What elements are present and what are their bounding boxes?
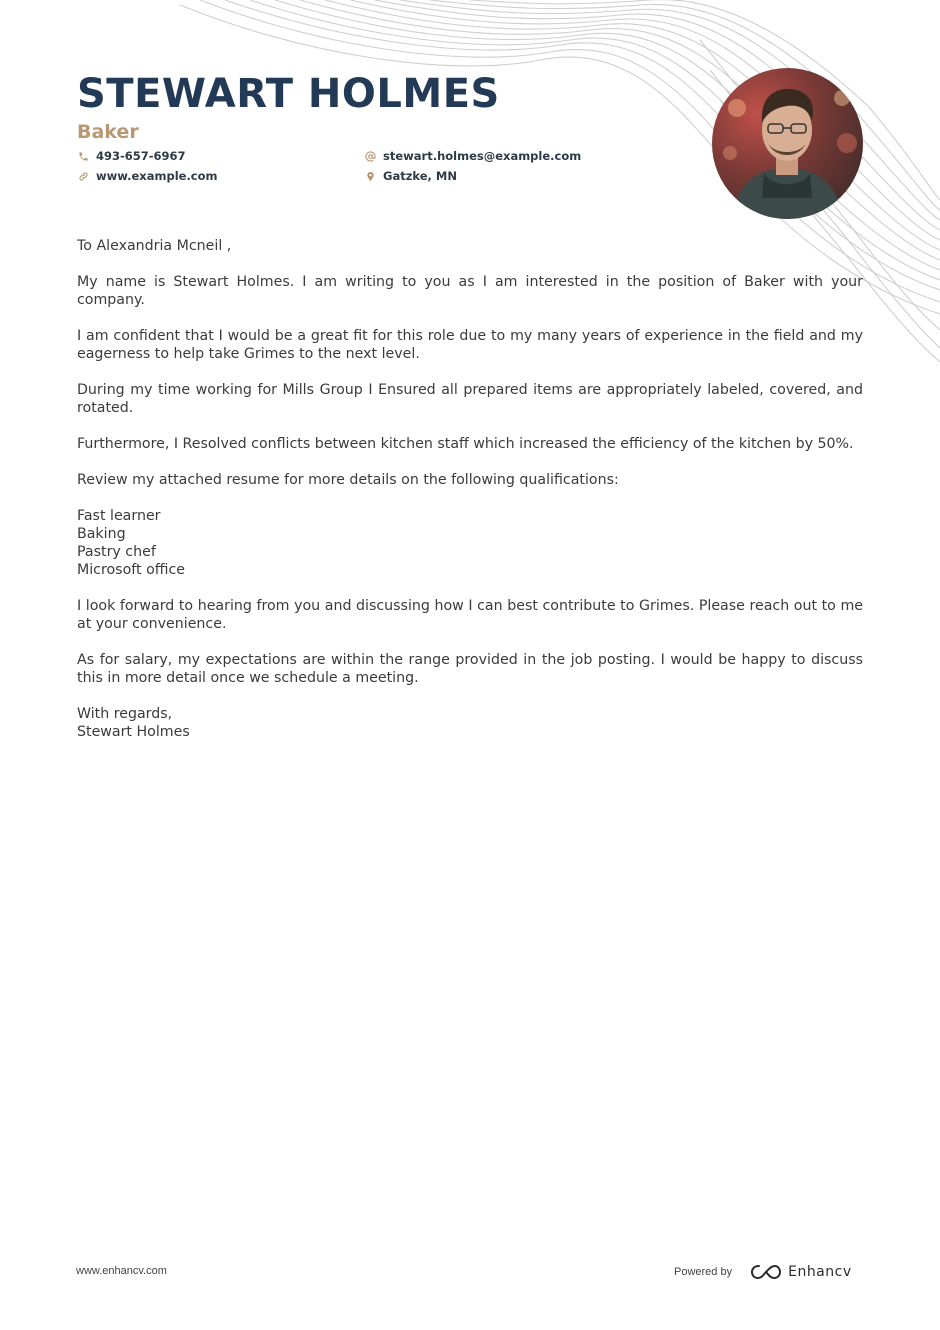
paragraph-fit: I am confident that I would be a great fit for this role due to my many years of experience in the field and my eagerness to help take Grimes to the next level. [77, 328, 863, 362]
phone-text: 493-657-6967 [96, 149, 186, 163]
job-title: Baker [77, 121, 139, 143]
cover-letter-body [77, 237, 863, 741]
website-text: www.example.com [96, 169, 218, 183]
signoff: With regards, [77, 706, 173, 722]
list-item: Baking [77, 526, 126, 542]
paragraph-achievement: Furthermore, I Resolved conflicts between kitchen staff which increased the efficiency of the kitchen by 50%. [77, 436, 854, 452]
location-text: Gatzke, MN [383, 169, 457, 183]
at-icon [364, 150, 376, 162]
contact-website[interactable] [77, 167, 218, 185]
paragraph-intro: My name is Stewart Holmes. I am writing to you as I am interested in the position of Baker with your company. [77, 274, 863, 308]
list-item: Fast learner [77, 508, 161, 524]
footer-branding[interactable] [674, 1260, 852, 1284]
qualifications-list [77, 507, 863, 579]
list-item: Pastry chef [77, 544, 156, 560]
paragraph-closing: I look forward to hearing from you and discussing how I can best contribute to Grimes. Please reach out to me at your convenience. [77, 598, 863, 632]
powered-by-label: Powered by [674, 1266, 733, 1278]
contact-info [77, 147, 637, 191]
phone-icon [77, 150, 89, 162]
paragraph-experience: During my time working for Mills Group I Ensured all prepared items are appropriately labeled, covered, and rotated. [77, 382, 863, 416]
footer-site-link[interactable]: www.enhancv.com [76, 1265, 167, 1277]
link-icon [77, 170, 89, 182]
email-text: stewart.holmes@example.com [383, 149, 582, 163]
contact-phone[interactable] [77, 147, 186, 165]
candidate-name: STEWART HOLMES [77, 71, 500, 117]
pin-icon [364, 170, 376, 182]
paragraph-qualifications-intro: Review my attached resume for more details on the following qualifications: [77, 472, 619, 488]
enhancv-logo-icon [750, 1263, 782, 1281]
header [77, 70, 697, 144]
profile-photo [712, 68, 863, 219]
contact-email[interactable] [364, 147, 581, 165]
list-item: Microsoft office [77, 562, 185, 578]
paragraph-salary: As for salary, my expectations are within the range provided in the job posting. I would be happy to discuss this in more detail once we schedule a meeting. [77, 652, 863, 686]
signature: Stewart Holmes [77, 724, 190, 740]
contact-location [364, 167, 457, 185]
salutation: To Alexandria Mcneil , [77, 238, 232, 254]
brand-logo [750, 1263, 852, 1281]
brand-name: Enhancv [788, 1264, 852, 1280]
